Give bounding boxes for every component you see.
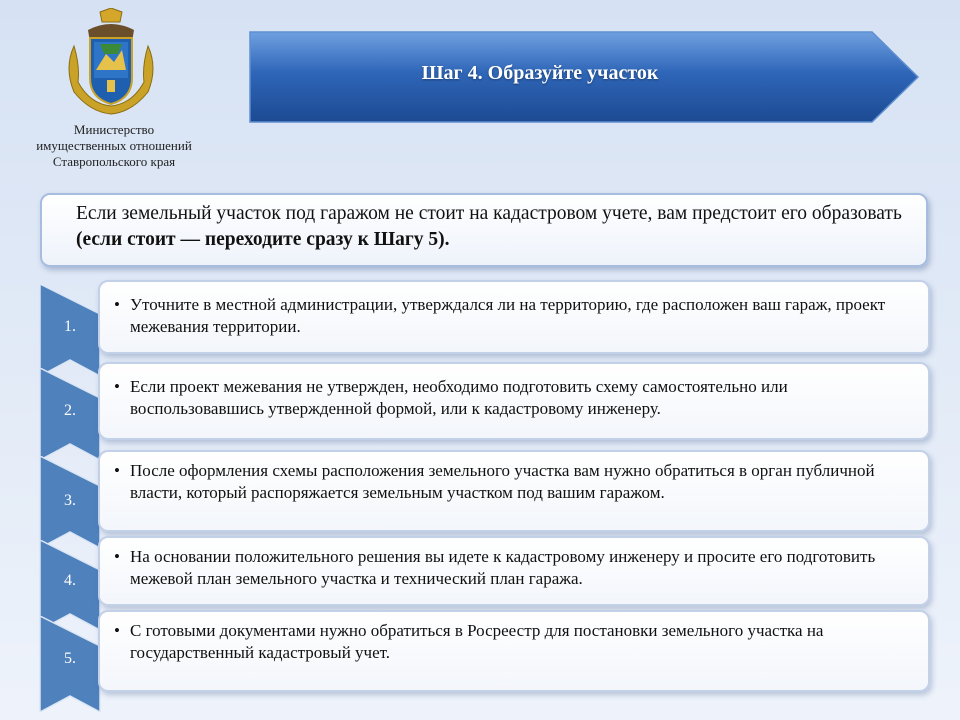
- step-card-1: [98, 280, 930, 354]
- step-number: 1.: [64, 318, 76, 335]
- step-text: Уточните в местной администрации, утверждался ли на территорию, где расположен ваш гараж, проект межевания территории.: [130, 295, 886, 336]
- bullet-icon: •: [114, 295, 120, 314]
- intro-bold-text: (если стоит — переходите сразу к Шагу 5).: [76, 229, 450, 250]
- step-text: С готовыми документами нужно обратиться в Росреестр для постановки земельного участка на государственный кадастровый учет.: [130, 621, 824, 662]
- step-chevron-2: [38, 368, 102, 460]
- intro-box: [40, 193, 928, 267]
- step-number: 4.: [64, 572, 76, 589]
- ministry-line-1: Министерство: [73, 122, 155, 137]
- step-chevron-1: [38, 284, 102, 376]
- step-card-2: [98, 362, 930, 440]
- ministry-line-2: имущественных отношений: [36, 138, 192, 153]
- step-text: Если проект межевания не утвержден, необходимо подготовить схему самостоятельно или воспользовавшись утвержденной формой, или к кадастровому инженеру.: [130, 377, 788, 418]
- ministry-line-3: Ставропольского края: [52, 154, 176, 169]
- coat-of-arms-icon: [62, 8, 160, 116]
- intro-text: Если земельный участок под гаражом не стоит на кадастровом учете, вам предстоит его образовать: [76, 203, 902, 224]
- step-chevron-5: [38, 616, 102, 712]
- bullet-icon: •: [114, 621, 120, 640]
- ministry-name: [0, 122, 228, 170]
- bullet-icon: •: [114, 547, 120, 566]
- bullet-icon: •: [114, 461, 120, 480]
- step-card-3: [98, 450, 930, 532]
- step-text: После оформления схемы расположения земельного участка вам нужно обратиться в орган публичной власти, который распоряжается земельным участком под вашим гаражом.: [130, 461, 875, 502]
- bullet-icon: •: [114, 377, 120, 396]
- step-card-4: [98, 536, 930, 606]
- step-chevron-3: [38, 456, 102, 548]
- step-number: 5.: [64, 650, 76, 667]
- step-text: На основании положительного решения вы идете к кадастровому инженеру и просите его подготовить межевой план земельного участка и технический план гаража.: [130, 547, 876, 588]
- step-card-5: [98, 610, 930, 692]
- step-number: 2.: [64, 402, 76, 419]
- step-title: Шаг 4. Образуйте участок: [421, 62, 659, 84]
- step-number: 3.: [64, 492, 76, 509]
